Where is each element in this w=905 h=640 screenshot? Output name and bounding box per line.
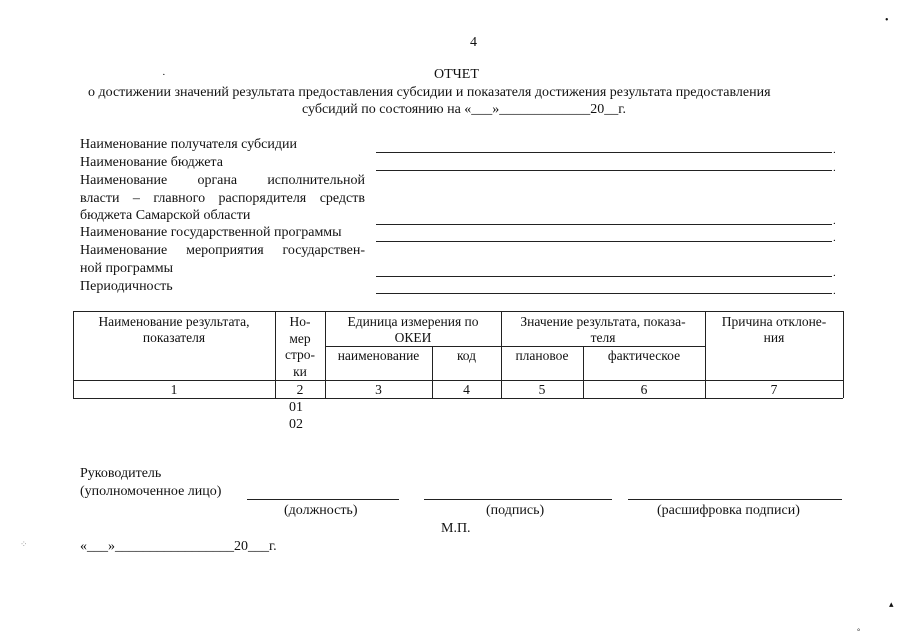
position-caption: (должность) [284, 503, 358, 518]
signature-line [424, 499, 612, 500]
line-end-dot: . [833, 215, 836, 227]
line-end-dot: . [833, 144, 836, 156]
header-line: стро- [284, 347, 316, 362]
organ-line [376, 224, 832, 225]
row-number-02: 02 [289, 417, 303, 432]
header-line: ния [763, 330, 785, 345]
header-line: Значение результата, показа- [520, 314, 686, 329]
program-label: Наименование государственной программы [80, 225, 342, 240]
line-end-dot: . [833, 285, 836, 297]
header-line: ОКЕИ [394, 330, 432, 345]
head-label: Руководитель [80, 466, 162, 481]
scan-speck: • [885, 15, 889, 26]
scan-speck: ⁘ [20, 539, 28, 549]
line-end-dot: . [833, 267, 836, 279]
header-value-fact: фактическое [607, 348, 681, 363]
header-unit-code: код [456, 348, 477, 363]
column-number: 6 [640, 382, 648, 397]
scan-speck: ° [857, 627, 861, 636]
header-value [501, 314, 705, 346]
organ-label-line-1: Наименование органа исполнительной [80, 173, 365, 188]
scan-speck: ▴ [889, 599, 894, 609]
row-number-01: 01 [289, 400, 303, 415]
header-deviation-reason [705, 314, 843, 346]
header-unit [325, 314, 501, 346]
program-line [376, 241, 832, 242]
header-line: показателя [142, 330, 206, 345]
authorized-person-label: (уполномоченное лицо) [80, 484, 222, 499]
recipient-line [376, 152, 832, 153]
decoding-line [628, 499, 842, 500]
table-border-right [843, 311, 844, 398]
header-line: Но- [289, 314, 311, 329]
header-result-name [73, 314, 275, 346]
page-number: 4 [470, 35, 477, 50]
column-number: 4 [463, 382, 470, 397]
scan-speck: · [162, 69, 166, 81]
header-line: ки [293, 363, 307, 379]
header-line: Причина отклоне- [721, 314, 827, 329]
report-title: ОТЧЕТ [434, 67, 479, 82]
line-end-dot: . [833, 232, 836, 244]
column-number: 3 [375, 382, 382, 397]
event-line [376, 276, 832, 277]
recipient-label: Наименование получателя субсидии [80, 137, 297, 152]
event-label-line-1: Наименование мероприятия государствен- [80, 243, 365, 258]
header-line: Единица измерения по [347, 314, 479, 329]
header-line: теля [590, 330, 616, 345]
column-number: 7 [770, 382, 778, 397]
header-value-plan: плановое [515, 348, 569, 363]
column-number: 1 [170, 382, 178, 397]
organ-label-line-2: власти – главного распорядителя средств [80, 191, 365, 206]
budget-line [376, 170, 832, 171]
header-line: Наименование результата, [98, 314, 250, 329]
header-unit-name: наименование [337, 348, 420, 363]
column-number: 5 [538, 382, 546, 397]
column-number: 2 [296, 382, 304, 397]
header-line: мер [289, 330, 311, 346]
event-label-line-2: ной программы [80, 261, 174, 276]
signature-date: «___»_________________20___г. [80, 539, 277, 554]
periodicity-label: Периодичность [80, 279, 173, 294]
table-border-top [73, 311, 843, 312]
decoding-caption: (расшифровка подписи) [657, 503, 800, 518]
signature-caption: (подпись) [486, 503, 545, 518]
stamp-label: М.П. [441, 521, 471, 536]
line-end-dot: . [833, 162, 836, 174]
header-row-number [275, 314, 325, 380]
organ-label-line-3: бюджета Самарской области [80, 208, 251, 223]
table-border-bottom [73, 398, 843, 399]
periodicity-line [376, 293, 832, 294]
report-subtitle-line-2: субсидий по состоянию на «___»_____________20__г. [302, 102, 626, 117]
table-header-bottom [73, 380, 843, 381]
table-subheader-line [325, 346, 705, 347]
budget-label: Наименование бюджета [80, 155, 223, 170]
position-line [247, 499, 399, 500]
report-subtitle-line-1: о достижении значений результата предоставления субсидии и показателя достижения результата предоставления [88, 85, 771, 100]
